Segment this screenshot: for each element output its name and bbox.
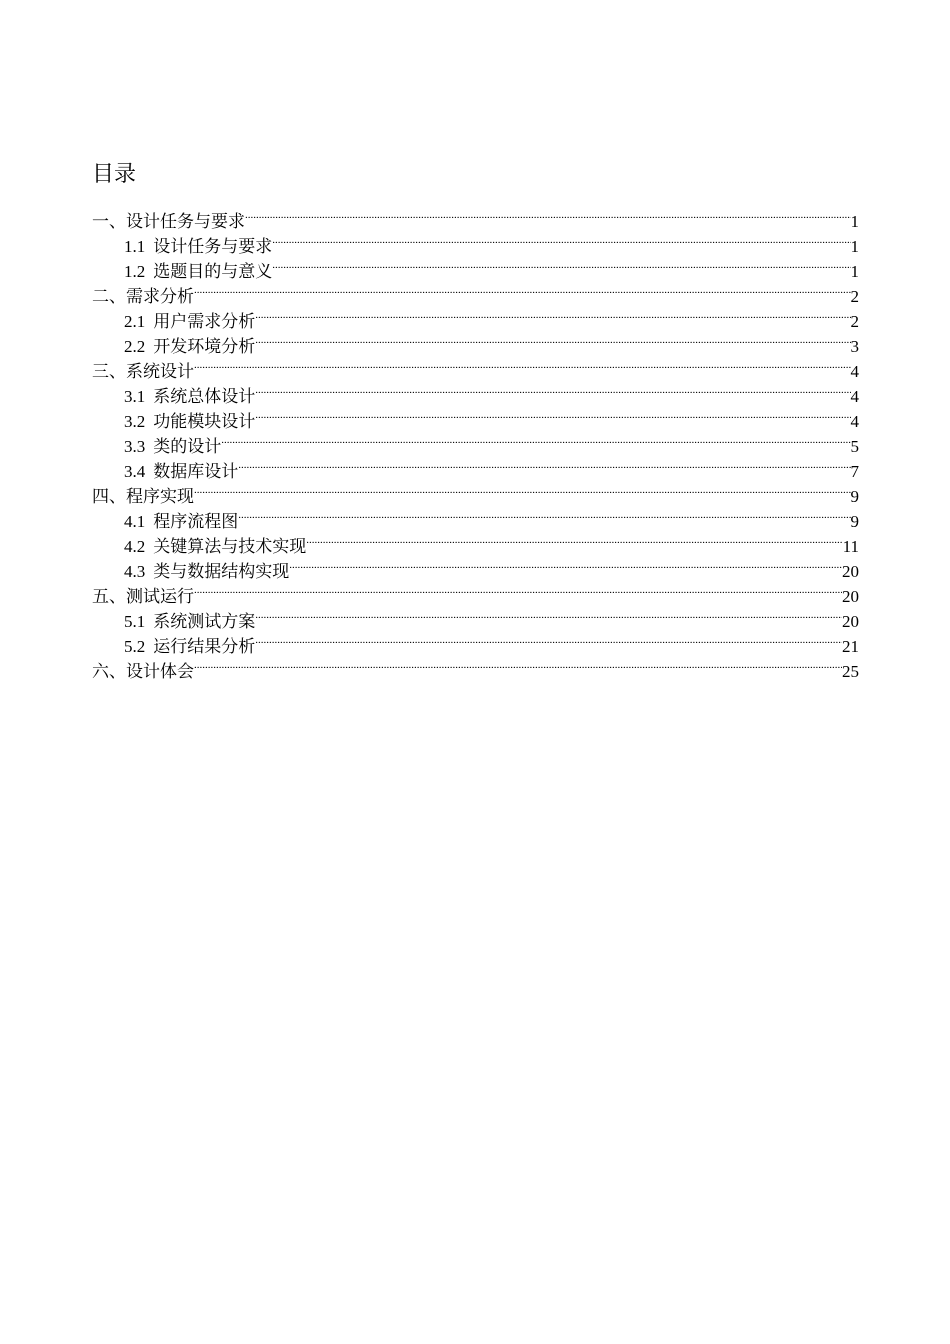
toc-entry-title: 运行结果分析 [153, 637, 256, 656]
toc-entry-number: 4.1 [124, 512, 146, 531]
toc-entry-page-number: 1 [850, 212, 859, 231]
toc-entry-title: 选题目的与意义 [153, 262, 273, 281]
toc-dot-leader [272, 227, 850, 252]
toc-dot-leader [255, 602, 842, 627]
toc-entry-title: 用户需求分析 [153, 312, 256, 331]
toc-entry-title: 三、系统设计 [92, 362, 194, 381]
toc-entry-page-number: 20 [842, 562, 859, 581]
toc-dot-leader [194, 477, 851, 502]
toc-entry[interactable] [92, 302, 859, 331]
toc-entry[interactable] [92, 577, 859, 606]
toc-entry-number: 3.1 [124, 387, 146, 406]
toc-entry-number: 2.2 [124, 337, 146, 356]
toc-entry-number: 3.4 [124, 462, 146, 481]
toc-entry-page-number: 11 [842, 537, 859, 556]
toc-entry-title: 功能模块设计 [153, 412, 256, 431]
toc-entry-title: 六、设计体会 [92, 662, 194, 681]
toc-entry-page-number: 20 [842, 612, 859, 631]
toc-entry-page-number: 7 [850, 462, 859, 481]
toc-entry-page-number: 21 [842, 637, 859, 656]
toc-dot-leader [238, 502, 850, 527]
toc-entry-title: 五、测试运行 [92, 587, 194, 606]
toc-entry-title: 二、需求分析 [92, 287, 194, 306]
toc-dot-leader [255, 627, 842, 652]
toc-entry-page-number: 9 [850, 512, 859, 531]
toc-entry-title: 设计任务与要求 [153, 237, 273, 256]
toc-entry-number: 3.3 [124, 437, 146, 456]
toc-entry-title: 四、程序实现 [92, 487, 194, 506]
toc-dot-leader [255, 377, 850, 402]
toc-entry-title: 类与数据结构实现 [153, 562, 290, 581]
toc-entry[interactable] [92, 602, 859, 631]
toc-entry-title: 类的设计 [153, 437, 222, 456]
toc-entry[interactable] [92, 352, 859, 381]
toc-entry-title: 数据库设计 [153, 462, 239, 481]
toc-entry-number: 3.2 [124, 412, 146, 431]
toc-entry-title: 一、设计任务与要求 [92, 212, 245, 231]
toc-entry-page-number: 4 [850, 412, 859, 431]
toc-dot-leader [289, 552, 842, 577]
toc-entry[interactable] [92, 502, 859, 531]
toc-dot-leader [194, 277, 851, 302]
toc-list [92, 202, 859, 681]
toc-entry-number: 4.3 [124, 562, 146, 581]
toc-entry-title: 开发环境分析 [153, 337, 256, 356]
toc-entry[interactable] [92, 377, 859, 406]
toc-entry-number: 5.2 [124, 637, 146, 656]
toc-title: 目录 [92, 161, 137, 186]
toc-entry[interactable] [92, 202, 859, 231]
toc-dot-leader [306, 527, 842, 552]
toc-entry-number: 4.2 [124, 537, 146, 556]
toc-entry[interactable] [92, 652, 859, 681]
toc-entry-number: 5.1 [124, 612, 146, 631]
toc-entry-number: 2.1 [124, 312, 146, 331]
toc-dot-leader [245, 202, 851, 227]
toc-entry-page-number: 3 [850, 337, 859, 356]
toc-entry-number: 1.2 [124, 262, 146, 281]
toc-entry-page-number: 25 [842, 662, 859, 681]
toc-entry-page-number: 1 [850, 262, 859, 281]
toc-entry-title: 系统测试方案 [153, 612, 256, 631]
toc-entry-page-number: 2 [850, 287, 859, 306]
toc-entry-title: 关键算法与技术实现 [153, 537, 307, 556]
toc-dot-leader [194, 352, 851, 377]
toc-dot-leader [194, 577, 842, 602]
toc-entry-page-number: 5 [850, 437, 859, 456]
toc-entry-page-number: 9 [850, 487, 859, 506]
toc-entry[interactable] [92, 277, 859, 306]
toc-entry-number: 1.1 [124, 237, 146, 256]
toc-entry-title: 程序流程图 [153, 512, 239, 531]
toc-entry[interactable] [92, 477, 859, 506]
toc-dot-leader [255, 402, 850, 427]
toc-entry-title: 系统总体设计 [153, 387, 256, 406]
toc-dot-leader [272, 252, 850, 277]
toc-entry-page-number: 2 [850, 312, 859, 331]
toc-entry-page-number: 1 [850, 237, 859, 256]
toc-entry-page-number: 20 [842, 587, 859, 606]
toc-dot-leader [221, 427, 850, 452]
toc-dot-leader [194, 652, 842, 677]
toc-dot-leader [255, 327, 850, 352]
toc-dot-leader [255, 302, 850, 327]
toc-dot-leader [238, 452, 850, 477]
toc-entry-page-number: 4 [850, 362, 859, 381]
toc-entry-page-number: 4 [850, 387, 859, 406]
